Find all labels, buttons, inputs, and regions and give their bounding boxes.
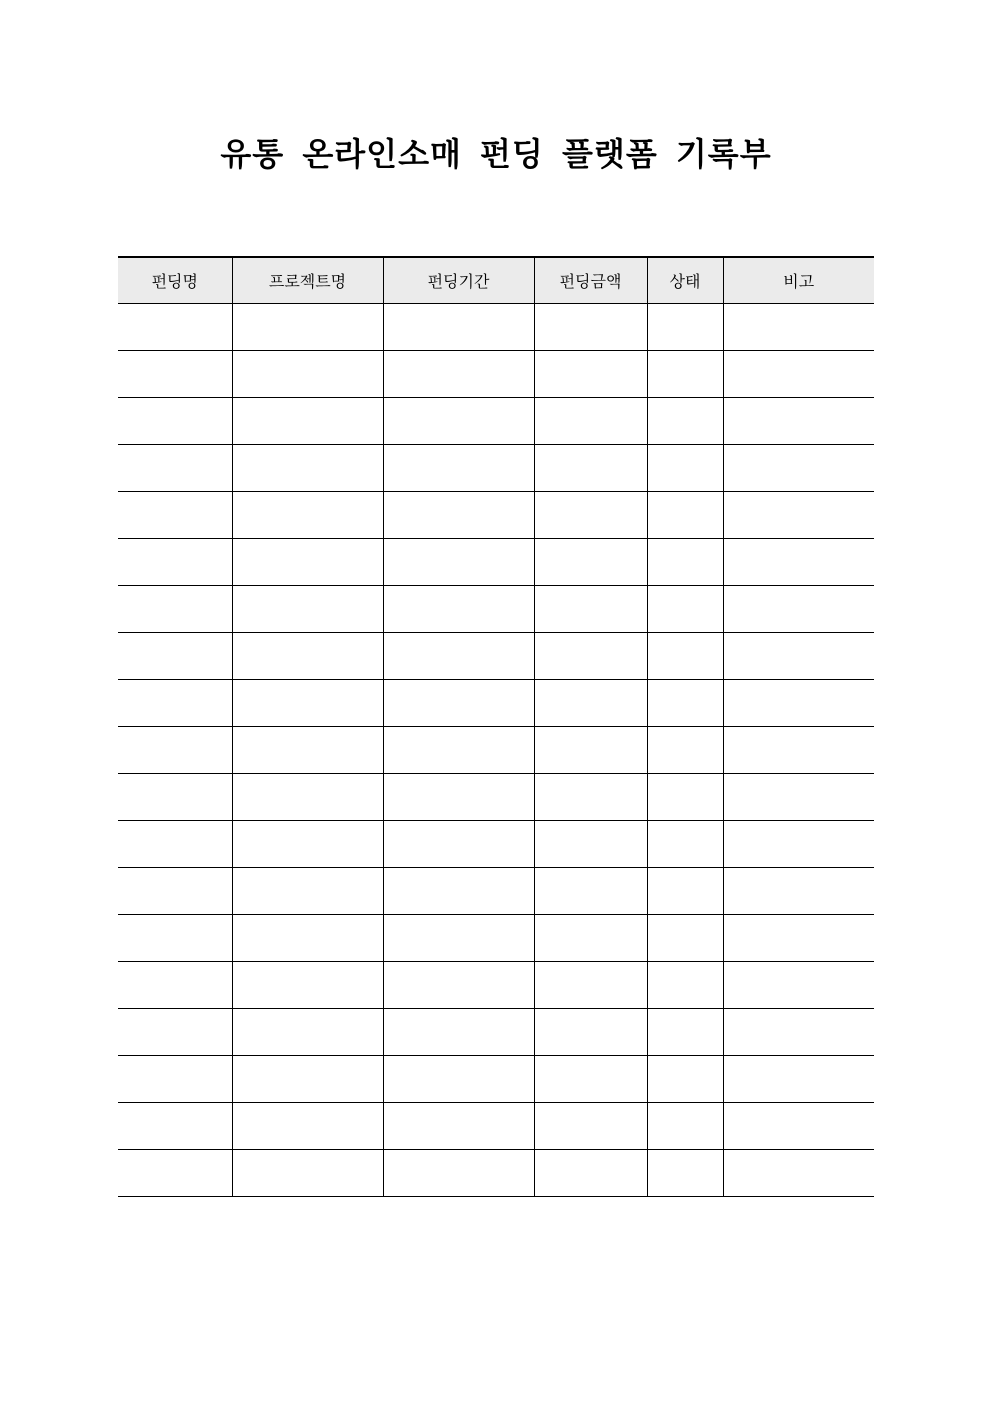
funding-period-cell[interactable]: [383, 633, 534, 680]
table-row: [118, 1056, 874, 1103]
remarks-cell[interactable]: [723, 915, 874, 962]
funding-amount-cell[interactable]: [534, 727, 647, 774]
remarks-cell[interactable]: [723, 492, 874, 539]
funding-period-cell[interactable]: [383, 680, 534, 727]
funding-name-cell[interactable]: [118, 821, 232, 868]
table-row: [118, 1150, 874, 1197]
funding-amount-cell[interactable]: [534, 445, 647, 492]
funding-name-cell[interactable]: [118, 915, 232, 962]
column-header-funding-name: 펀딩명: [118, 257, 232, 304]
table-row: [118, 445, 874, 492]
status-cell[interactable]: [647, 398, 723, 445]
funding-period-cell[interactable]: [383, 351, 534, 398]
remarks-cell[interactable]: [723, 398, 874, 445]
funding-period-cell[interactable]: [383, 586, 534, 633]
remarks-cell[interactable]: [723, 633, 874, 680]
column-header-project-name: 프로젝트명: [232, 257, 383, 304]
funding-name-cell[interactable]: [118, 445, 232, 492]
project-name-cell[interactable]: [232, 915, 383, 962]
page-title: 유통 온라인소매 펀딩 플랫폼 기록부: [220, 135, 772, 173]
table-row: [118, 1103, 874, 1150]
project-name-cell[interactable]: [232, 1056, 383, 1103]
project-name-cell[interactable]: [232, 304, 383, 351]
project-name-cell[interactable]: [232, 539, 383, 586]
funding-amount-cell[interactable]: [534, 821, 647, 868]
funding-name-cell[interactable]: [118, 1009, 232, 1056]
funding-amount-cell[interactable]: [534, 492, 647, 539]
funding-name-cell[interactable]: [118, 727, 232, 774]
funding-period-cell[interactable]: [383, 1009, 534, 1056]
table-row: [118, 304, 874, 351]
table-row: [118, 586, 874, 633]
funding-name-cell[interactable]: [118, 1103, 232, 1150]
funding-period-cell[interactable]: [383, 868, 534, 915]
funding-period-cell[interactable]: [383, 915, 534, 962]
table-row: [118, 727, 874, 774]
remarks-cell[interactable]: [723, 539, 874, 586]
funding-name-cell[interactable]: [118, 586, 232, 633]
status-cell[interactable]: [647, 821, 723, 868]
funding-amount-cell[interactable]: [534, 351, 647, 398]
funding-period-cell[interactable]: [383, 304, 534, 351]
project-name-cell[interactable]: [232, 868, 383, 915]
funding-amount-cell[interactable]: [534, 304, 647, 351]
status-cell[interactable]: [647, 586, 723, 633]
status-cell[interactable]: [647, 680, 723, 727]
project-name-cell[interactable]: [232, 1150, 383, 1197]
status-cell[interactable]: [647, 445, 723, 492]
table-row: [118, 633, 874, 680]
remarks-cell[interactable]: [723, 821, 874, 868]
project-name-cell[interactable]: [232, 445, 383, 492]
project-name-cell[interactable]: [232, 633, 383, 680]
funding-name-cell[interactable]: [118, 774, 232, 821]
funding-period-cell[interactable]: [383, 1103, 534, 1150]
remarks-cell[interactable]: [723, 680, 874, 727]
funding-amount-cell[interactable]: [534, 633, 647, 680]
remarks-cell[interactable]: [723, 1150, 874, 1197]
funding-amount-cell[interactable]: [534, 398, 647, 445]
funding-period-cell[interactable]: [383, 1056, 534, 1103]
project-name-cell[interactable]: [232, 962, 383, 1009]
funding-name-cell[interactable]: [118, 680, 232, 727]
table-row: [118, 680, 874, 727]
table-row: [118, 915, 874, 962]
project-name-cell[interactable]: [232, 586, 383, 633]
table-row: [118, 351, 874, 398]
project-name-cell[interactable]: [232, 774, 383, 821]
funding-name-cell[interactable]: [118, 539, 232, 586]
funding-record-table: [118, 256, 874, 1197]
funding-period-cell[interactable]: [383, 1150, 534, 1197]
funding-amount-cell[interactable]: [534, 680, 647, 727]
status-cell[interactable]: [647, 915, 723, 962]
funding-period-cell[interactable]: [383, 774, 534, 821]
project-name-cell[interactable]: [232, 1103, 383, 1150]
column-header-status: 상태: [647, 257, 723, 304]
status-cell[interactable]: [647, 304, 723, 351]
status-cell[interactable]: [647, 1150, 723, 1197]
funding-period-cell[interactable]: [383, 492, 534, 539]
remarks-cell[interactable]: [723, 727, 874, 774]
funding-period-cell[interactable]: [383, 727, 534, 774]
funding-amount-cell[interactable]: [534, 962, 647, 1009]
funding-amount-cell[interactable]: [534, 1009, 647, 1056]
project-name-cell[interactable]: [232, 821, 383, 868]
funding-name-cell[interactable]: [118, 962, 232, 1009]
table-row: [118, 492, 874, 539]
remarks-cell[interactable]: [723, 868, 874, 915]
table-row: [118, 868, 874, 915]
project-name-cell[interactable]: [232, 492, 383, 539]
project-name-cell[interactable]: [232, 727, 383, 774]
funding-amount-cell[interactable]: [534, 539, 647, 586]
table-row: [118, 398, 874, 445]
table-row: [118, 962, 874, 1009]
funding-name-cell[interactable]: [118, 492, 232, 539]
status-cell[interactable]: [647, 1056, 723, 1103]
column-header-funding-amount: 펀딩금액: [534, 257, 647, 304]
remarks-cell[interactable]: [723, 1056, 874, 1103]
status-cell[interactable]: [647, 727, 723, 774]
status-cell[interactable]: [647, 1103, 723, 1150]
remarks-cell[interactable]: [723, 445, 874, 492]
funding-period-cell[interactable]: [383, 445, 534, 492]
status-cell[interactable]: [647, 962, 723, 1009]
funding-name-cell[interactable]: [118, 351, 232, 398]
status-cell[interactable]: [647, 492, 723, 539]
funding-name-cell[interactable]: [118, 1056, 232, 1103]
project-name-cell[interactable]: [232, 1009, 383, 1056]
funding-period-cell[interactable]: [383, 962, 534, 1009]
funding-amount-cell[interactable]: [534, 1056, 647, 1103]
table-row: [118, 1009, 874, 1056]
project-name-cell[interactable]: [232, 680, 383, 727]
funding-name-cell[interactable]: [118, 398, 232, 445]
status-cell[interactable]: [647, 1009, 723, 1056]
status-cell[interactable]: [647, 351, 723, 398]
funding-name-cell[interactable]: [118, 868, 232, 915]
remarks-cell[interactable]: [723, 586, 874, 633]
remarks-cell[interactable]: [723, 1103, 874, 1150]
status-cell[interactable]: [647, 539, 723, 586]
remarks-cell[interactable]: [723, 1009, 874, 1056]
remarks-cell[interactable]: [723, 351, 874, 398]
funding-name-cell[interactable]: [118, 633, 232, 680]
table-row: [118, 774, 874, 821]
project-name-cell[interactable]: [232, 398, 383, 445]
funding-amount-cell[interactable]: [534, 868, 647, 915]
table-body: [118, 304, 874, 1197]
status-cell[interactable]: [647, 633, 723, 680]
remarks-cell[interactable]: [723, 962, 874, 1009]
table-row: [118, 821, 874, 868]
funding-amount-cell[interactable]: [534, 1150, 647, 1197]
funding-amount-cell[interactable]: [534, 915, 647, 962]
status-cell[interactable]: [647, 774, 723, 821]
funding-period-cell[interactable]: [383, 539, 534, 586]
funding-period-cell[interactable]: [383, 821, 534, 868]
column-header-funding-period: 펀딩기간: [383, 257, 534, 304]
status-cell[interactable]: [647, 868, 723, 915]
funding-name-cell[interactable]: [118, 304, 232, 351]
funding-name-cell[interactable]: [118, 1150, 232, 1197]
funding-period-cell[interactable]: [383, 398, 534, 445]
table-row: [118, 539, 874, 586]
funding-amount-cell[interactable]: [534, 774, 647, 821]
table-header-row: [118, 257, 874, 304]
funding-amount-cell[interactable]: [534, 586, 647, 633]
project-name-cell[interactable]: [232, 351, 383, 398]
remarks-cell[interactable]: [723, 304, 874, 351]
remarks-cell[interactable]: [723, 774, 874, 821]
funding-amount-cell[interactable]: [534, 1103, 647, 1150]
column-header-remarks: 비고: [723, 257, 874, 304]
